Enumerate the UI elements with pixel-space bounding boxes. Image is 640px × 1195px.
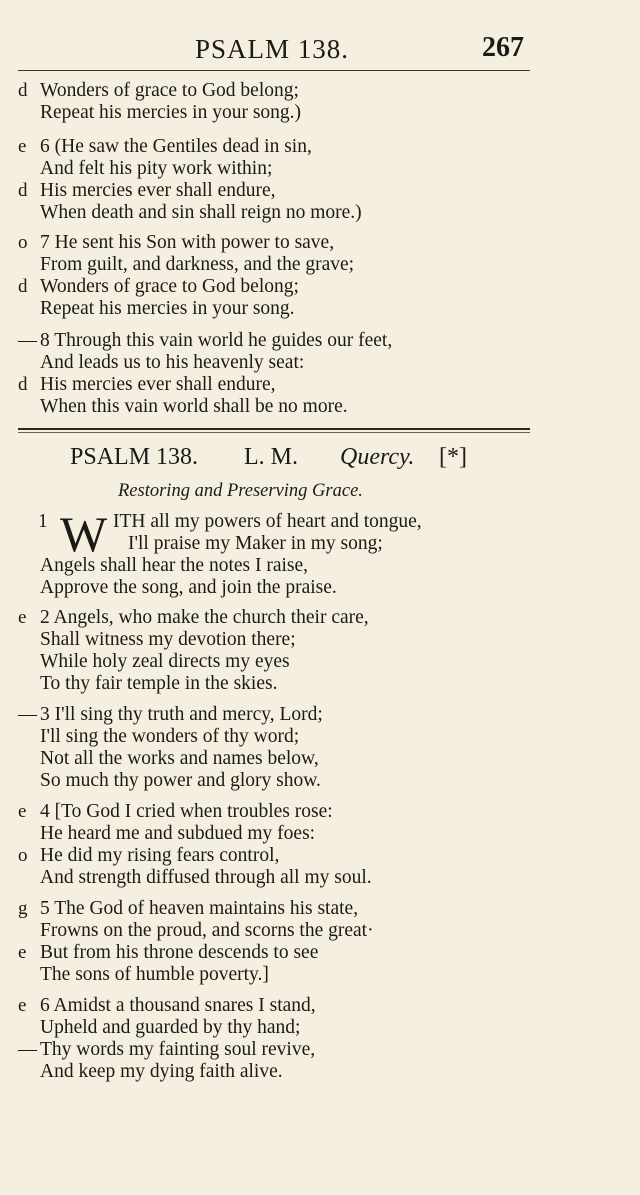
dynamic-mark: d xyxy=(18,80,28,101)
verse-line xyxy=(0,202,640,224)
verse-line-text: Thy words my fainting soul revive, xyxy=(40,1039,316,1060)
verse-line xyxy=(0,673,640,695)
verse-line-text: His mercies ever shall endure, xyxy=(40,374,276,395)
verse-line-text: While holy zeal directs my eyes xyxy=(40,651,290,672)
verse-line xyxy=(0,801,640,823)
first-stanza-line-3 xyxy=(0,555,640,577)
verse-line xyxy=(0,770,640,792)
verse-line-text: Wonders of grace to God belong; xyxy=(40,80,299,101)
verse-line-text: Repeat his mercies in your song. xyxy=(40,298,295,319)
verse-line-text: I'll sing the wonders of thy word; xyxy=(40,726,300,747)
verse-line-text: The sons of humble poverty.] xyxy=(40,964,269,985)
psalm-mark: [*] xyxy=(439,444,467,470)
section-divider-thick xyxy=(18,428,530,430)
dynamic-mark: d xyxy=(18,374,28,395)
stanza xyxy=(0,330,640,418)
verse-line xyxy=(0,629,640,651)
section-divider-thin xyxy=(18,432,530,433)
verse-line-text: Approve the song, and join the praise. xyxy=(40,577,337,598)
verse-line xyxy=(0,80,640,102)
dynamic-mark: o xyxy=(18,232,28,253)
dynamic-mark: e xyxy=(18,995,27,1016)
verse-line xyxy=(0,704,640,726)
verse-number: 1 xyxy=(38,511,48,532)
verse-line xyxy=(0,102,640,124)
verse-line-text: Frowns on the proud, and scorns the great· xyxy=(40,920,374,941)
verse-line-text: He did my rising fears control, xyxy=(40,845,280,866)
verse-line-text: But from his throne descends to see xyxy=(40,942,319,963)
dynamic-mark: — xyxy=(18,330,37,351)
running-title: PSALM 138. xyxy=(195,34,350,64)
verse-line xyxy=(0,330,640,352)
verse-line xyxy=(0,964,640,986)
verse-line-text: When this vain world shall be no more. xyxy=(40,396,348,417)
dynamic-mark: e xyxy=(18,136,27,157)
dynamic-mark: d xyxy=(18,276,28,297)
verse-line xyxy=(0,374,640,396)
verse-line-text: He heard me and subdued my foes: xyxy=(40,823,316,844)
verse-line xyxy=(0,867,640,889)
verse-line xyxy=(0,845,640,867)
psalm-meter: L. M. xyxy=(244,444,298,470)
first-line-text: ITH all my powers of heart and tongue, xyxy=(113,511,422,532)
verse-line-text: 2 Angels, who make the church their care, xyxy=(40,607,369,628)
dynamic-mark: g xyxy=(18,898,28,919)
verse-line xyxy=(0,748,640,770)
verse-line-text: And keep my dying faith alive. xyxy=(40,1061,283,1082)
dynamic-mark: o xyxy=(18,845,28,866)
verse-line-text: Repeat his mercies in your song.) xyxy=(40,102,302,123)
verse-line-text: And leads us to his heavenly seat: xyxy=(40,352,305,373)
verse-line xyxy=(0,298,640,320)
verse-line-text: 3 I'll sing thy truth and mercy, Lord; xyxy=(40,704,323,725)
verse-line-text: And felt his pity work within; xyxy=(40,158,273,179)
stanza xyxy=(0,704,640,792)
verse-line-text: 4 [To God I cried when troubles rose: xyxy=(40,801,333,822)
stanza xyxy=(0,136,640,224)
dynamic-mark: — xyxy=(18,1039,37,1060)
verse-line-text: Wonders of grace to God belong; xyxy=(40,276,299,297)
verse-line xyxy=(0,352,640,374)
dynamic-mark: — xyxy=(18,704,37,725)
dynamic-mark: d xyxy=(18,180,28,201)
verse-line xyxy=(0,1039,640,1061)
verse-line-text: When death and sin shall reign no more.) xyxy=(40,202,362,223)
header-rule xyxy=(18,70,530,71)
verse-line xyxy=(0,942,640,964)
verse-line xyxy=(0,726,640,748)
verse-line-text: 6 Amidst a thousand snares I stand, xyxy=(40,995,316,1016)
first-stanza-line-4 xyxy=(0,577,640,599)
psalm-tune: Quercy. xyxy=(340,444,415,470)
verse-line-text: His mercies ever shall endure, xyxy=(40,180,276,201)
stanza xyxy=(0,995,640,1083)
verse-line-text: 5 The God of heaven maintains his state, xyxy=(40,898,359,919)
verse-line xyxy=(0,823,640,845)
drop-cap: W xyxy=(60,506,108,562)
verse-line xyxy=(0,920,640,942)
verse-line xyxy=(0,1061,640,1083)
verse-line xyxy=(0,158,640,180)
verse-line xyxy=(0,136,640,158)
verse-line-text: 6 (He saw the Gentiles dead in sin, xyxy=(40,136,312,157)
verse-line-text: 7 He sent his Son with power to save, xyxy=(40,232,335,253)
dynamic-mark: e xyxy=(18,942,27,963)
dynamic-mark: e xyxy=(18,801,27,822)
verse-line-text: Angels shall hear the notes I raise, xyxy=(40,555,309,576)
verse-line-text: And strength diffused through all my soul. xyxy=(40,867,372,888)
verse-line-text: So much thy power and glory show. xyxy=(40,770,321,791)
dynamic-mark: e xyxy=(18,607,27,628)
stanza xyxy=(0,232,640,320)
first-stanza-line-2 xyxy=(0,533,640,555)
verse-line xyxy=(0,607,640,629)
stanza xyxy=(0,898,640,986)
stanza xyxy=(0,607,640,695)
verse-line xyxy=(0,254,640,276)
verse-line-text: 8 Through this vain world he guides our feet, xyxy=(40,330,393,351)
verse-line-text: To thy fair temple in the skies. xyxy=(40,673,278,694)
verse-line-text: Upheld and guarded by thy hand; xyxy=(40,1017,301,1038)
verse-line-text: From guilt, and darkness, and the grave; xyxy=(40,254,355,275)
psalm-title: PSALM 138. xyxy=(70,444,199,470)
stanza xyxy=(0,801,640,889)
verse-line xyxy=(0,898,640,920)
verse-line xyxy=(0,276,640,298)
psalm-subtitle: Restoring and Preserving Grace. xyxy=(118,481,363,501)
stanza xyxy=(0,80,640,124)
verse-line xyxy=(0,651,640,673)
psalm-heading xyxy=(0,444,640,476)
verse-line xyxy=(0,180,640,202)
page-number: 267 xyxy=(482,32,524,63)
running-head xyxy=(0,30,640,70)
verse-line xyxy=(0,1017,640,1039)
verse-line xyxy=(0,232,640,254)
verse-line xyxy=(0,396,640,418)
verse-line-text: Not all the works and names below, xyxy=(40,748,319,769)
verse-line-text: Shall witness my devotion there; xyxy=(40,629,296,650)
second-line-text: I'll praise my Maker in my song; xyxy=(128,533,383,554)
verse-line xyxy=(0,995,640,1017)
first-stanza xyxy=(0,506,640,599)
